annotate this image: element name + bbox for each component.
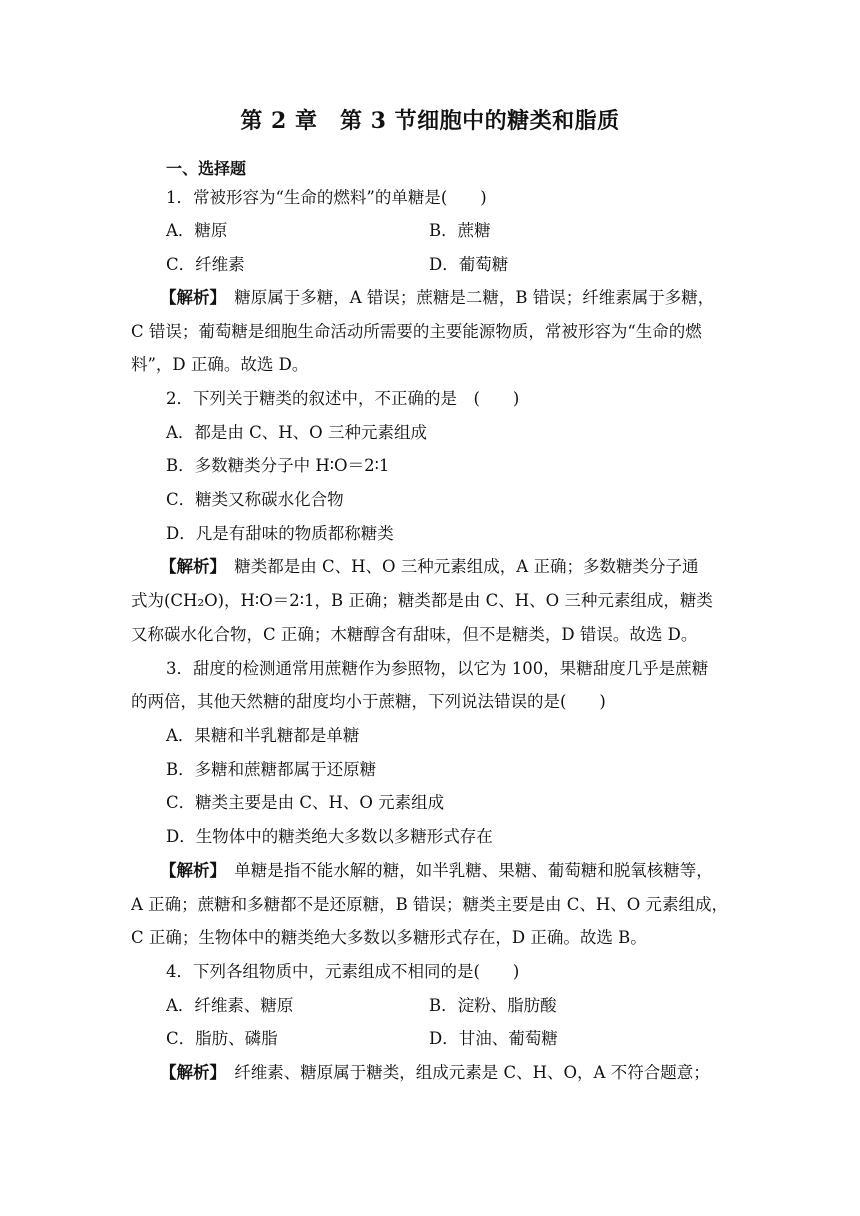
question-1-option-c: C．纤维素: [166, 255, 245, 274]
question-4-analysis-line-1: [160, 1063, 710, 1083]
question-4-option-a: A．纤维素、糖原: [166, 996, 294, 1015]
question-2-option-a: A．都是由 C、H、O 三种元素组成: [166, 423, 427, 442]
question-3-option-b: B．多糖和蔗糖都属于还原糖: [166, 760, 377, 779]
question-4-option-b: B．淀粉、脂肪酸: [429, 996, 557, 1015]
question-4-stem: 4．下列各组物质中，元素组成不相同的是( ): [166, 962, 520, 981]
question-3-option-d: D．生物体中的糖类绝大多数以多糖形式存在: [166, 827, 493, 846]
question-3-analysis-line-1: [160, 861, 713, 881]
question-1-analysis-line-1: [160, 288, 714, 308]
analysis-text: 纤维素、糖原属于糖类，组成元素是 C、H、O，A 不符合题意；: [217, 1063, 710, 1082]
question-3-analysis-line-2: A 正确；蔗糖和多糖都不是还原糖，B 错误；糖类主要是由 C、H、O 元素组成，: [131, 895, 729, 914]
question-1-analysis-line-3: 料”，D 正确。故选 D。: [131, 355, 309, 374]
question-2-stem: 2．下列关于糖类的叙述中，不正确的是 ( ): [166, 389, 520, 408]
question-1-stem: 1．常被形容为“生命的燃料”的单糖是( ): [166, 188, 487, 207]
analysis-tag: 【解析】: [160, 288, 218, 307]
question-1-analysis-line-2: C 错误；葡萄糖是细胞生命活动所需要的主要能源物质，常被形容为“生命的燃: [131, 322, 702, 341]
question-1-option-d: D．葡萄糖: [429, 255, 509, 274]
question-3-analysis-line-3: C 正确；生物体中的糖类绝大多数以多糖形式存在，D 正确。故选 B。: [131, 928, 647, 947]
question-4-option-d: D．甘油、葡萄糖: [429, 1029, 558, 1048]
question-2-analysis-line-2: 式为(CH₂O)，H∶O＝2∶1，B 正确；糖类都是由 C、H、O 三种元素组成，糖类: [131, 591, 713, 610]
question-3-option-a: A．果糖和半乳糖都是单糖: [166, 726, 360, 745]
question-2-option-b: B．多数糖类分子中 H∶O＝2∶1: [166, 456, 390, 475]
analysis-text: 糖原属于多糖，A 错误；蔗糖是二糖，B 错误；纤维素属于多糖，: [217, 288, 715, 307]
question-2-analysis-line-1: [160, 557, 698, 577]
question-3-option-c: C．糖类主要是由 C、H、O 元素组成: [166, 793, 445, 812]
question-1-option-a: A．糖原: [166, 221, 228, 240]
analysis-tag: 【解析】: [160, 557, 218, 576]
analysis-text: 单糖是指不能水解的糖，如半乳糖、果糖、葡萄糖和脱氧核糖等，: [217, 861, 713, 880]
analysis-tag: 【解析】: [160, 1063, 218, 1082]
question-2-option-d: D．凡是有甜味的物质都称糖类: [166, 524, 394, 543]
section-heading: 一、选择题: [166, 159, 247, 178]
page-title: 第 2 章 第 3 节细胞中的糖类和脂质: [240, 108, 620, 134]
question-2-analysis-line-3: 又称碳水化合物，C 正确；木糖醇含有甜味，但不是糖类，D 错误。故选 D。: [131, 625, 698, 644]
analysis-tag: 【解析】: [160, 861, 218, 880]
analysis-text: 糖类都是由 C、H、O 三种元素组成，A 正确；多数糖类分子通: [217, 557, 699, 576]
question-3-stem-line-1: 3．甜度的检测通常用蔗糖作为参照物，以它为 100，果糖甜度几乎是蔗糖: [166, 659, 709, 678]
question-4-option-c: C．脂肪、磷脂: [166, 1029, 278, 1048]
question-2-option-c: C．糖类又称碳水化合物: [166, 490, 344, 509]
question-3-stem-line-2: 的两倍，其他天然糖的甜度均小于蔗糖，下列说法错误的是( ): [131, 692, 606, 711]
question-1-option-b: B．蔗糖: [429, 221, 491, 240]
